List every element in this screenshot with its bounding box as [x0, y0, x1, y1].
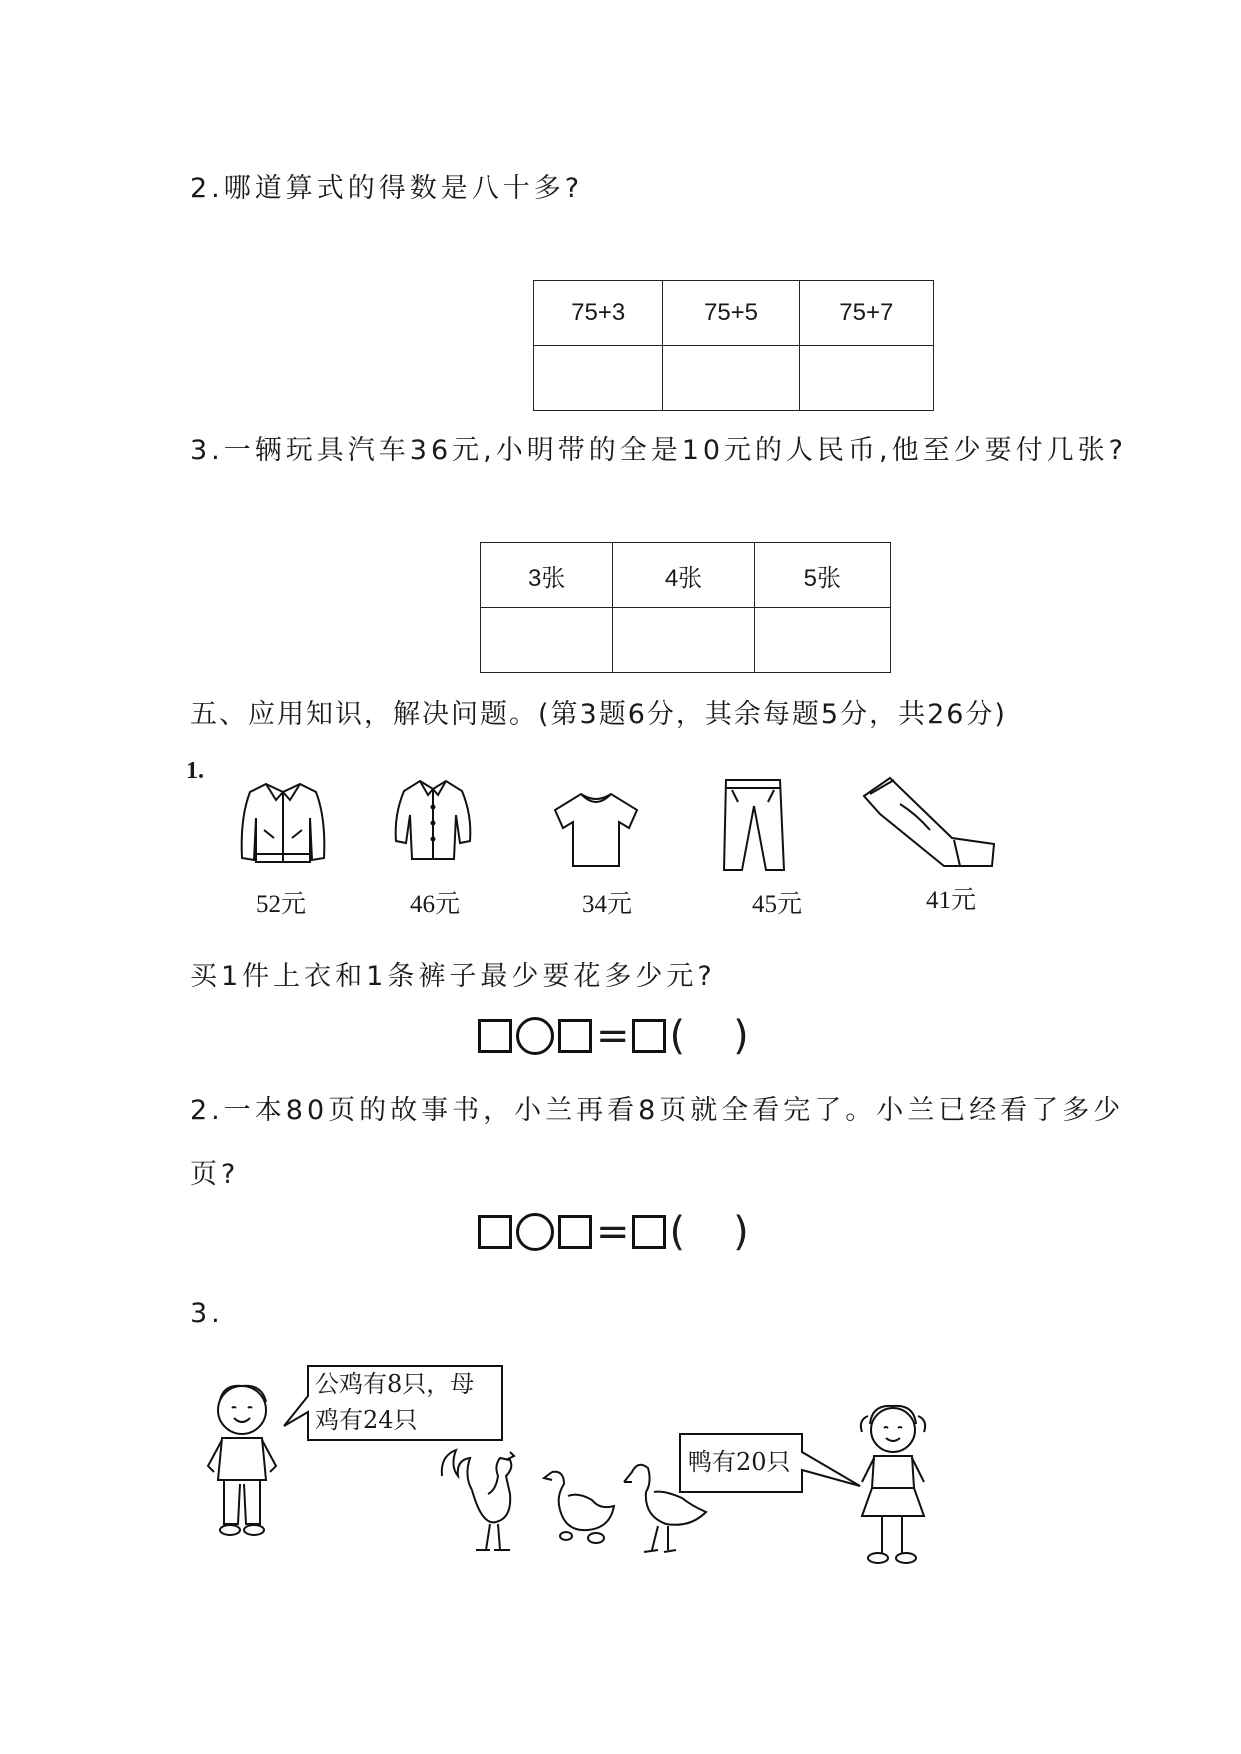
problem-3-number: 3. — [190, 1298, 224, 1329]
price-label: 41元 — [926, 887, 977, 914]
problem-2-formula — [478, 1208, 749, 1256]
girl-icon — [848, 1398, 938, 1568]
close-paren: ) — [733, 1209, 749, 1255]
question-3-text: 3.一辆玩具汽车36元,小明带的全是10元的人民币,他至少要付几张? — [190, 435, 1127, 466]
question-2-options-table — [533, 280, 934, 411]
operand-box[interactable] — [478, 1215, 512, 1249]
operand-box[interactable] — [558, 1215, 592, 1249]
answer-cell[interactable] — [613, 608, 754, 673]
answer-cell[interactable] — [481, 608, 613, 673]
open-paren: ( — [669, 1013, 686, 1059]
boy-bubble-line1: 公鸡有8只，母 — [315, 1370, 475, 1398]
section-5-title: 五、应用知识，解决问题。(第3题6分，其余每题5分，共26分) — [190, 699, 1007, 730]
problem-1-question: 买1件上衣和1条裤子最少要花多少元? — [190, 961, 716, 992]
girl-bubble-text: 鸭有20只 — [688, 1448, 791, 1476]
problem-1-number: 1. — [186, 758, 204, 784]
rooster-icon — [436, 1446, 526, 1556]
option-cell: 75+7 — [799, 281, 933, 346]
result-box[interactable] — [632, 1215, 666, 1249]
boy-bubble-line2: 鸡有24只 — [315, 1406, 418, 1434]
option-cell: 75+3 — [534, 281, 663, 346]
equals-sign: = — [596, 1209, 630, 1255]
problem-2-text-line1: 2.一本80页的故事书，小兰再看8页就全看完了。小兰已经看了多少 — [190, 1095, 1125, 1126]
open-paren: ( — [669, 1209, 686, 1255]
boy-icon — [200, 1380, 285, 1540]
close-paren: ) — [733, 1013, 749, 1059]
shirt-icon — [386, 775, 481, 867]
option-cell: 3张 — [481, 543, 613, 608]
trousers-icon — [718, 776, 788, 874]
folded-jeans-icon — [860, 774, 1000, 874]
option-cell: 75+5 — [663, 281, 799, 346]
problem-2-text-line2: 页? — [190, 1159, 240, 1190]
option-cell: 4张 — [613, 543, 754, 608]
price-label: 34元 — [582, 891, 633, 918]
tshirt-icon — [551, 790, 641, 870]
answer-cell[interactable] — [799, 346, 933, 411]
question-3-options-table — [480, 542, 891, 673]
operator-circle[interactable] — [516, 1213, 554, 1251]
jacket-icon — [236, 778, 331, 868]
operator-circle[interactable] — [516, 1017, 554, 1055]
answer-cell[interactable] — [663, 346, 799, 411]
answer-cell[interactable] — [534, 346, 663, 411]
operand-box[interactable] — [558, 1019, 592, 1053]
result-box[interactable] — [632, 1019, 666, 1053]
question-2-text: 2.哪道算式的得数是八十多? — [190, 173, 584, 204]
duck-icon — [618, 1458, 710, 1558]
hen-icon — [536, 1466, 620, 1546]
answer-cell[interactable] — [754, 608, 890, 673]
price-label: 52元 — [256, 891, 307, 918]
price-label: 45元 — [752, 891, 803, 918]
problem-1-formula — [478, 1012, 749, 1060]
equals-sign: = — [596, 1013, 630, 1059]
option-cell: 5张 — [754, 543, 890, 608]
price-label: 46元 — [410, 891, 461, 918]
operand-box[interactable] — [478, 1019, 512, 1053]
